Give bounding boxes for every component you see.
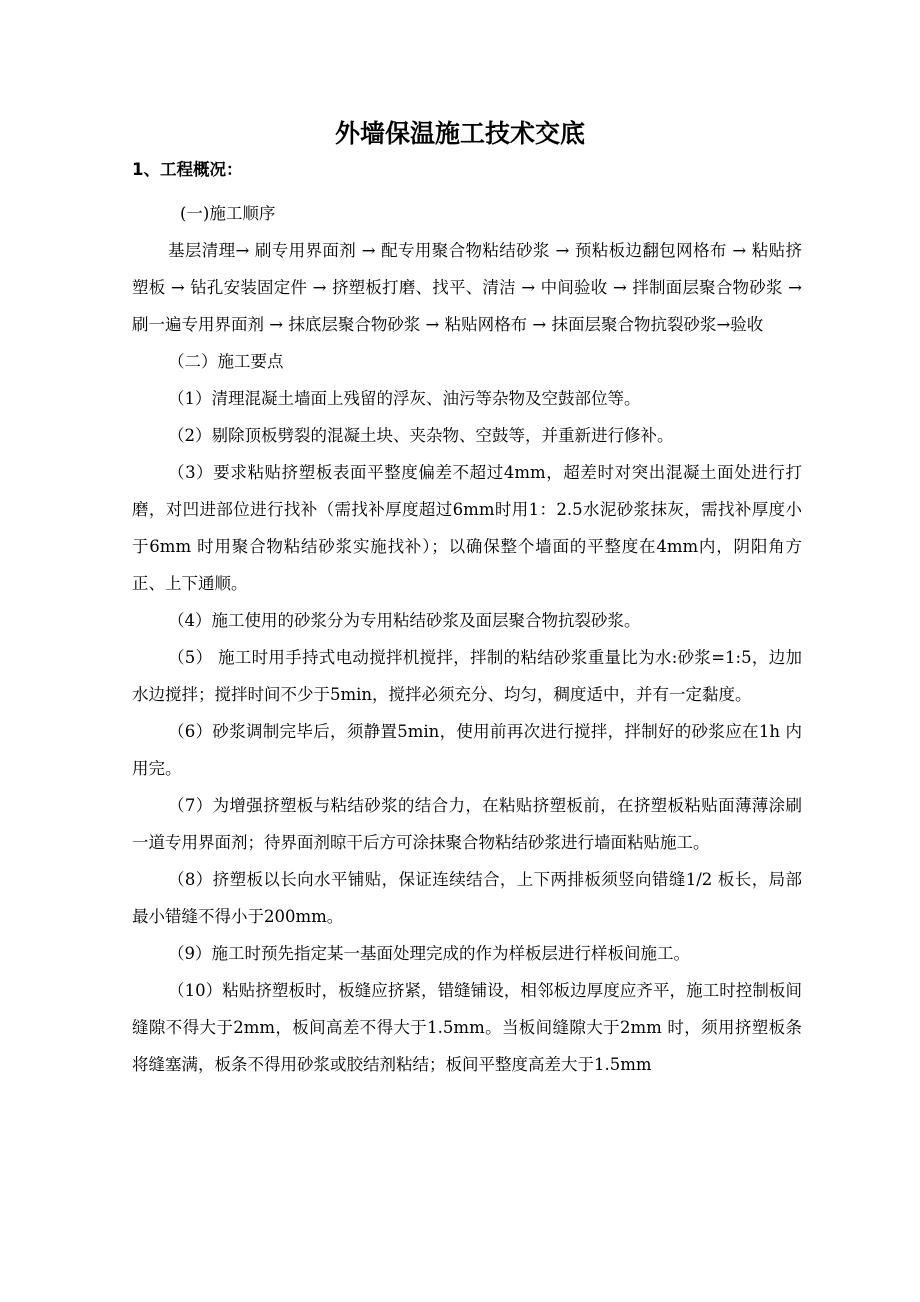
key-point-paragraph: （10）粘贴挤塑板时，板缝应挤紧，错缝铺设，相邻板边厚度应齐平，施工时控制板间缝隙不得大于2mm，板间高差不得大于1.5mm。当板间缝隙大于2mm 时，须用挤塑板条将缝塞满，板条不得用砂浆或胶结剂粘结；板间平整度高差大于1.5mm — [132, 981, 802, 1074]
document-body — [132, 195, 802, 1083]
key-point-paragraph: （6）砂浆调制完毕后，须静置5min，使用前再次进行搅拌，拌制好的砂浆应在1h 内用完。 — [132, 722, 802, 778]
key-point-paragraph: （8）挤塑板以长向水平铺贴，保证连续结合，上下两排板须竖向错缝1/2 板长，局部最小错缝不得小于200mm。 — [132, 870, 802, 926]
key-point-paragraph: （1）清理混凝土墙面上残留的浮灰、油污等杂物及空鼓部位等。 — [168, 389, 641, 408]
key-point-paragraph: （9）施工时预先指定某一基面处理完成的作为样板层进行样板间施工。 — [168, 944, 690, 963]
key-point-paragraph: （4）施工使用的砂浆分为专用粘结砂浆及面层聚合物抗裂砂浆。 — [168, 611, 641, 630]
section-heading: 1、工程概况： — [132, 160, 243, 179]
key-point-paragraph: （7）为增强挤塑板与粘结砂浆的结合力，在粘贴挤塑板前，在挤塑板粘贴面薄薄涂刷一道专用界面剂；待界面剂晾干后方可涂抹聚合物粘结砂浆进行墙面粘贴施工。 — [132, 796, 802, 852]
subsection-heading-key-points: （二）施工要点 — [168, 352, 284, 371]
key-point-paragraph: （3）要求粘贴挤塑板表面平整度偏差不超过4mm，超差时对突出混凝土面处进行打磨，对凹进部位进行找补（需找补厚度超过6mm时用1：2.5水泥砂浆抹灰，需找补厚度小于6mm 时用聚合物粘结砂浆实施找补）；以确保整个墙面的平整度在4mm内，阴阳角方正、上下通顺。 — [132, 463, 802, 593]
key-point-paragraph: （5） 施工时用手持式电动搅拌机搅拌，拌制的粘结砂浆重量比为水:砂浆=1:5，边加水边搅拌；搅拌时间不少于5min，搅拌必须充分、均匀，稠度适中，并有一定黏度。 — [132, 648, 802, 704]
document-title: 外墙保温施工技术交底 — [334, 119, 585, 148]
key-point-paragraph: （2）剔除顶板劈裂的混凝土块、夹杂物、空鼓等，并重新进行修补。 — [168, 426, 674, 445]
subsection-heading-sequence: (一)施工顺序 — [180, 204, 276, 223]
construction-sequence-paragraph: 基层清理→ 刷专用界面剂 → 配专用聚合物粘结砂浆 → 预粘板边翻包网格布 → 粘贴挤塑板 → 钻孔安装固定件 → 挤塑板打磨、找平、清洁 → 中间验收 → 拌制面层聚合物砂浆 → 刷一遍专用界面剂 → 抹底层聚合物砂浆 → 粘贴网格布 → 抹面层聚合物抗裂砂浆→验收 — [132, 241, 802, 334]
